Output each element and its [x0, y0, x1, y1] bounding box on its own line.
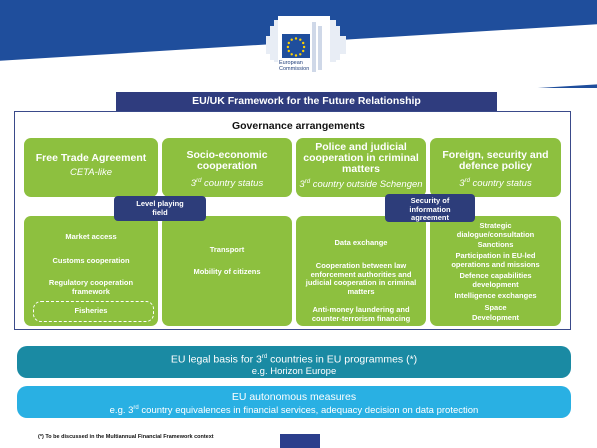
list-item: Cooperation between law enforcement authorities and judicial cooperation in criminal matters	[305, 261, 417, 296]
pillar-free-trade: Free Trade Agreement CETA-like	[24, 138, 158, 197]
page-title: EU/UK Framework for the Future Relationship	[116, 92, 497, 111]
footnote: (*) To be discussed in the Multiannual Financial Framework context	[38, 434, 214, 440]
autonomous-measures-bar: EU autonomous measures e.g. 3rd country equivalences in financial services, adequacy decision on data protection	[17, 386, 571, 418]
level-playing-field-tag: Level playing field	[114, 196, 206, 221]
list-item: Defence capabilities development	[459, 271, 532, 289]
list-item: Data exchange	[334, 238, 388, 247]
trade-details-box	[24, 216, 158, 326]
list-item: Strategic dialogue/consultation	[456, 221, 535, 239]
list-item: Fisheries	[74, 306, 108, 315]
list-item: Mobility of citizens	[193, 267, 261, 276]
list-item: Sanctions	[477, 240, 514, 249]
socio-details-box	[162, 216, 292, 326]
list-item: Regulatory cooperation framework	[48, 278, 134, 296]
list-item: Intelligence exchanges	[454, 291, 537, 300]
police-details-box	[296, 216, 426, 326]
list-item: Space	[484, 303, 507, 312]
legal-basis-bar: EU legal basis for 3rd countries in EU programmes (*) e.g. Horizon Europe	[17, 346, 571, 378]
list-item: Participation in EU-led operations and missions	[451, 251, 540, 269]
list-item: Customs cooperation	[52, 256, 130, 265]
security-information-tag: Security of information agreement	[385, 194, 475, 222]
bottom-flag-strip	[280, 434, 320, 448]
list-item: Development	[471, 313, 520, 322]
pillar-socio-economic: Socio-economic cooperation 3rd country status	[162, 138, 292, 197]
list-item: Market access	[65, 232, 117, 241]
pillar-police-judicial: Police and judicial cooperation in criminal matters 3rd country outside Schengen	[296, 138, 426, 197]
list-item: Transport	[209, 245, 245, 254]
pillar-foreign-security: Foreign, security and defence policy 3rd country status	[430, 138, 561, 197]
foreign-details-box	[430, 216, 561, 326]
logo-text: European Commission	[279, 60, 310, 72]
list-item: Anti-money laundering and counter-terrorism financing	[311, 305, 411, 323]
governance-heading: Governance arrangements	[231, 120, 366, 132]
